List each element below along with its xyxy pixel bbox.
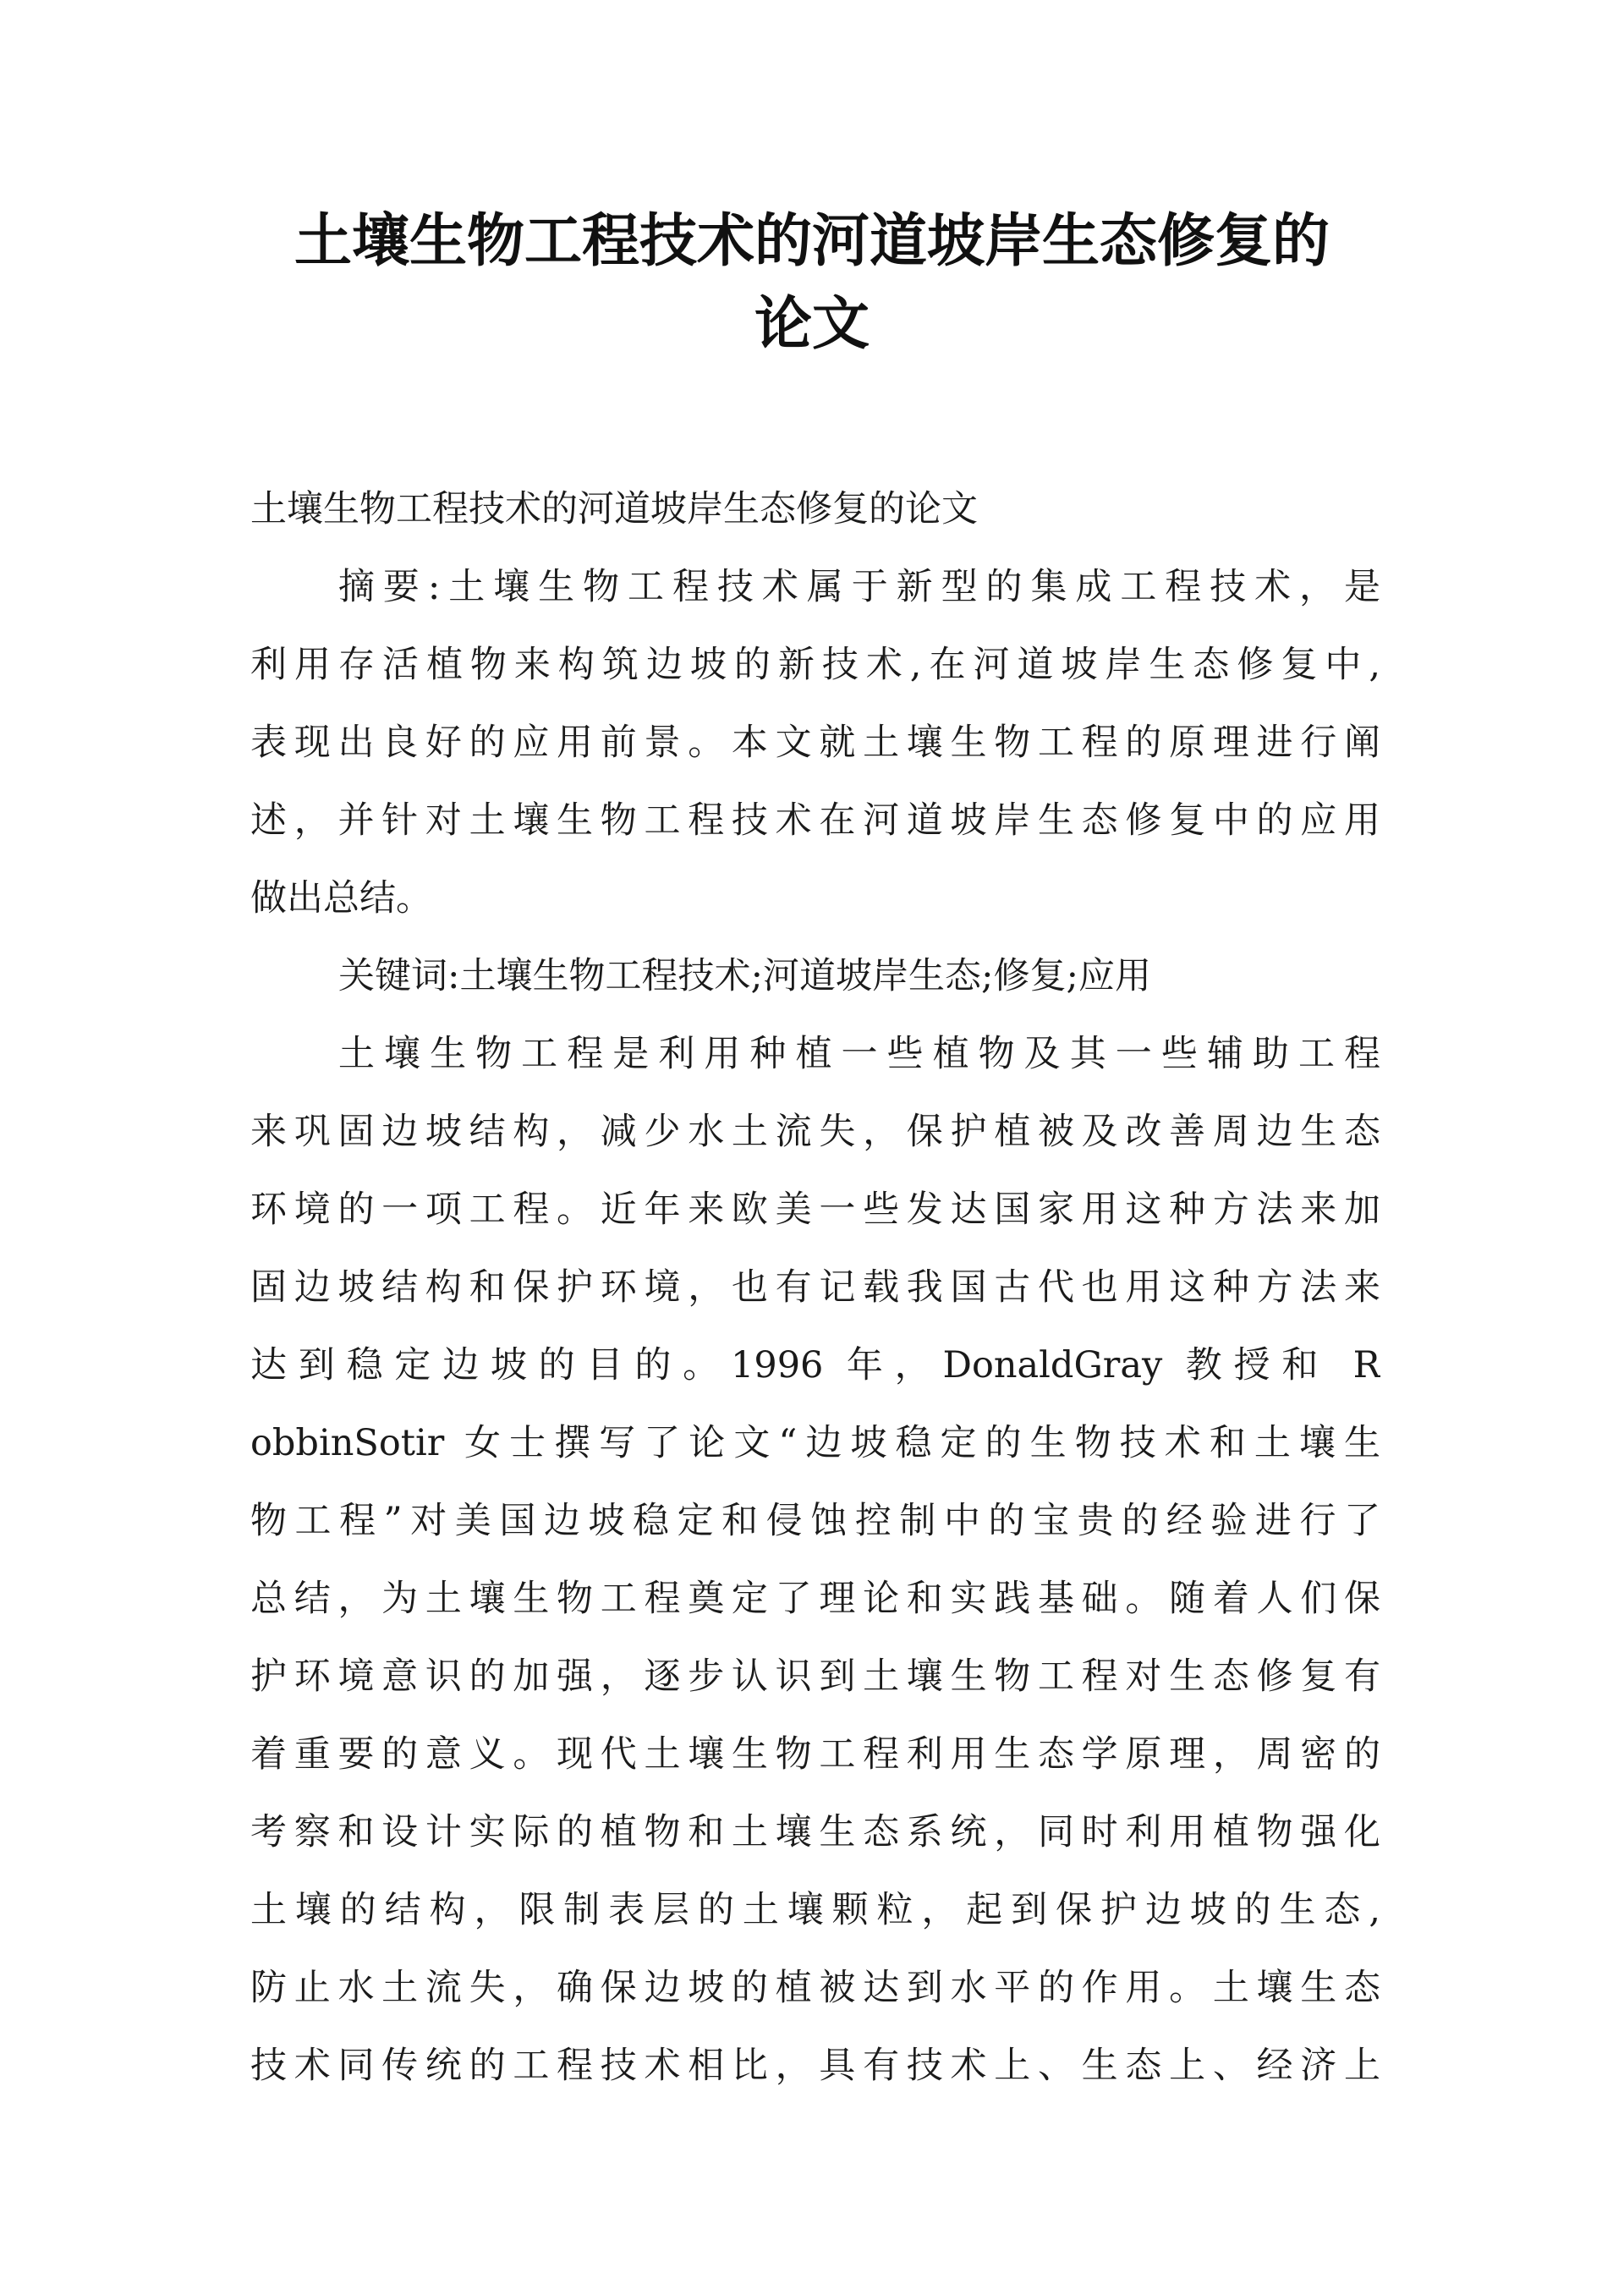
abstract-line: 摘要:土壤生物工程技术属于新型的集成工程技术，是: [338, 566, 1380, 608]
keywords-line: 关键词:土壤生物工程技术;河道坡岸生态;修复;应用: [338, 955, 1151, 997]
paragraph-line: 土壤生物工程是利用种植一些植物及其一些辅助工程: [338, 1033, 1380, 1075]
paragraph-line: 技术同传统的工程技术相比，具有技术上、生态上、经济上: [250, 2045, 1380, 2087]
paragraph-line: obbinSotir 女士撰写了论文“边坡稳定的生物技术和土壤生: [250, 1422, 1380, 1464]
paragraph-line: 达到稳定边坡的目的。1996 年，DonaldGray 教授和 R: [250, 1344, 1380, 1386]
document-title-line-2: 论文: [754, 291, 870, 358]
paragraph-line: 考察和设计实际的植物和土壤生态系统，同时利用植物强化: [250, 1811, 1380, 1853]
body-subtitle: 土壤生物工程技术的河道坡岸生态修复的论文: [250, 488, 978, 530]
paragraph-line: 防止水土流失，确保边坡的植被达到水平的作用。土壤生态: [250, 1967, 1380, 2009]
document-title-line-1: 土壤生物工程技术的河道坡岸生态修复的: [294, 208, 1330, 275]
paragraph-line: 总结，为土壤生物工程奠定了理论和实践基础。随着人们保: [250, 1578, 1380, 1620]
abstract-line: 述，并针对土壤生物工程技术在河道坡岸生态修复中的应用: [250, 799, 1380, 842]
paragraph-line: 护环境意识的加强，逐步认识到土壤生物工程对生态修复有: [250, 1655, 1380, 1698]
paragraph-line: 着重要的意义。现代土壤生物工程利用生态学原理，周密的: [250, 1733, 1380, 1776]
paragraph-line: 环境的一项工程。近年来欧美一些发达国家用这种方法来加: [250, 1189, 1380, 1231]
paragraph-line: 土壤的结构，限制表层的土壤颗粒，起到保护边坡的生态,: [250, 1889, 1380, 1931]
paragraph-line: 固边坡结构和保护环境，也有记载我国古代也用这种方法来: [250, 1266, 1380, 1309]
paragraph-line: 来巩固边坡结构，减少水土流失，保护植被及改善周边生态: [250, 1111, 1380, 1153]
abstract-line: 利用存活植物来构筑边坡的新技术,在河道坡岸生态修复中,: [250, 644, 1380, 686]
abstract-line: 做出总结。: [250, 877, 432, 920]
paragraph-line: 物工程”对美国边坡稳定和侵蚀控制中的宝贵的经验进行了: [250, 1500, 1380, 1542]
abstract-line: 表现出良好的应用前景。本文就土壤生物工程的原理进行阐: [250, 722, 1380, 764]
document-body: [250, 470, 1380, 2105]
